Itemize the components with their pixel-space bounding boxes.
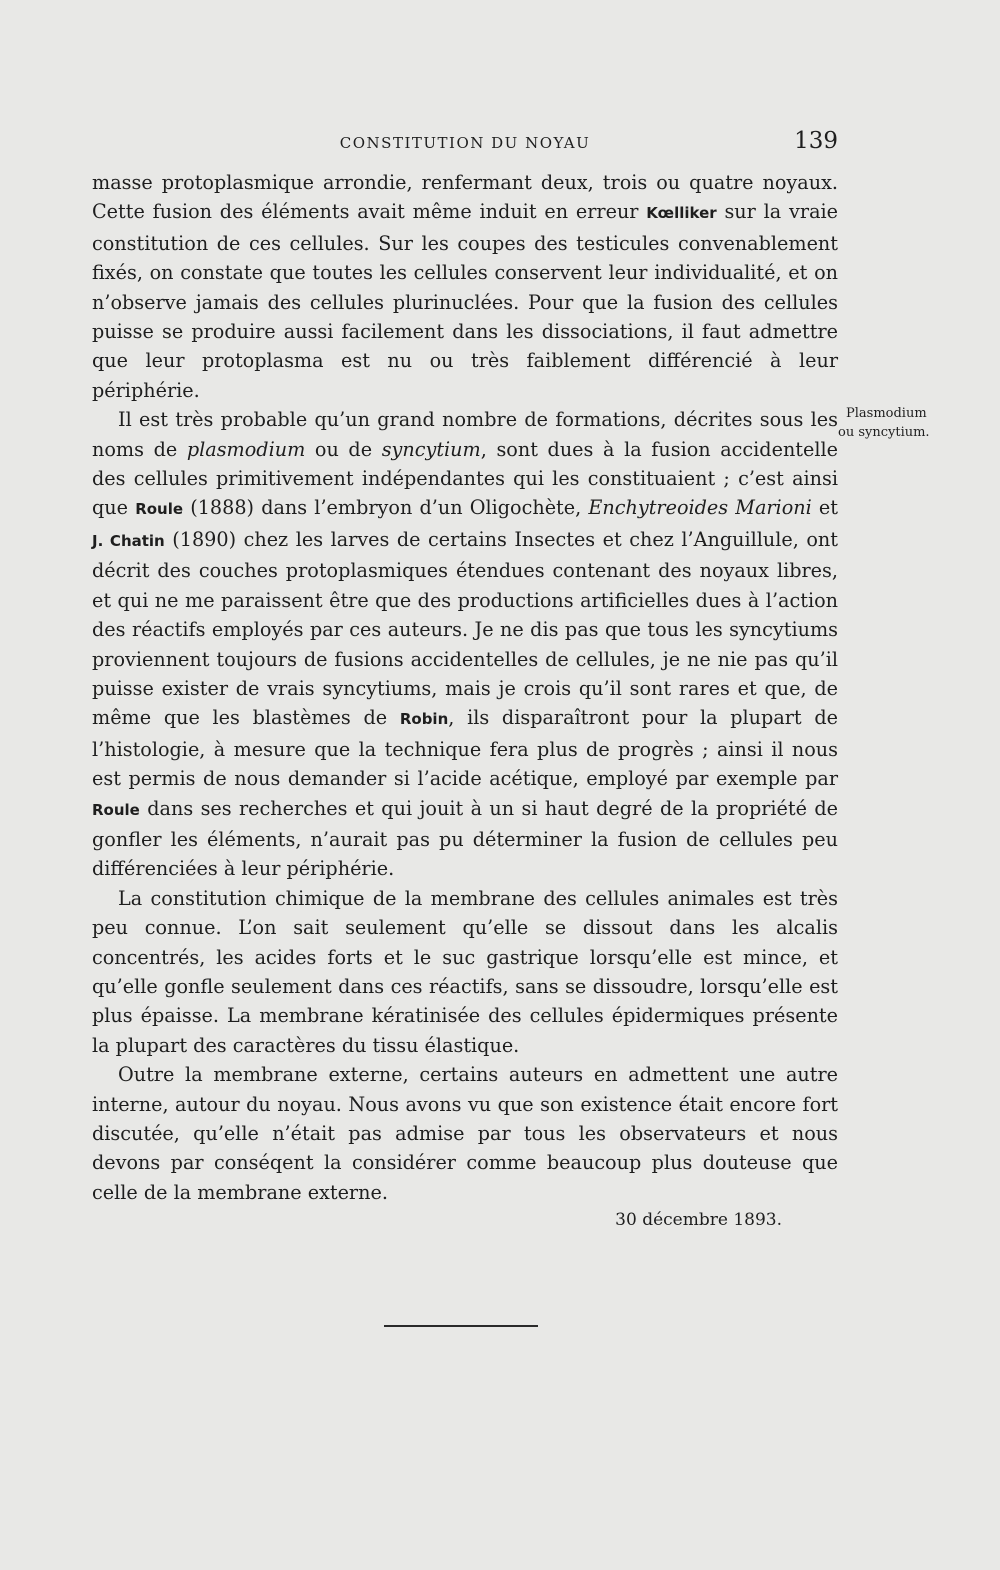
paragraph-1 [92, 168, 838, 405]
dateline: 30 décembre 1893. [615, 1210, 782, 1230]
margin-note-line: ou syncytium. [838, 425, 930, 440]
author-name: Robin [399, 710, 449, 729]
text-run: (1890) chez les larves de certains Insectes et chez l’Anguillule, ont décrit des couches protoplasmiques étendues contenant des noyaux libres, et qui ne me paraissent être que des productions artificielles dues à l’action des réactifs employés par ces auteurs. Je ne dis pas que tous les syncytiums proviennent toujours de fusions accidentelles de cellules, je ne nie pas qu’il puisse exister de vrais syncytiums, mais je crois qu’il sont rares et que, de même que les blastèmes de [92, 527, 838, 730]
author-name: Roule [135, 500, 184, 519]
text-run: ou de [305, 437, 382, 461]
text-run: et [811, 496, 838, 520]
text-run: , sont dues à la fusion accidentelle des cellules primitivement indépendantes qui les constituaient ; c’est ainsi que [92, 437, 838, 520]
running-head [92, 128, 838, 164]
paragraph-2 [92, 405, 838, 884]
text-run: masse protoplasmique arrondie, renfermant deux, trois ou quatre noyaux. Cette fusion des éléments avait même induit en erreur [92, 171, 838, 224]
text-run: Il est très probable qu’un grand nombre de formations, décrites sous les noms de [92, 408, 838, 461]
author-name: J. Chatin [92, 531, 165, 550]
margin-note [838, 404, 956, 442]
author-name: Roule [92, 800, 140, 819]
author-name: Kœlliker [646, 204, 717, 223]
margin-note-line: Plasmodium [846, 406, 927, 421]
paragraph-3: La constitution chimique de la membrane des cellules animales est très peu connue. L’on sait seulement qu’elle se dissout dans les alcalis concentrés, les acides forts et le suc gastrique lorsqu’elle est mince, et qu’elle gonfle seulement dans ces réactifs, sans se dissoudre, lorsqu’elle est plus épaisse. La membrane kératinisée des cellules épidermiques présente la plupart des caractères du tissu élastique. [92, 886, 838, 1057]
end-rule [384, 1325, 538, 1327]
text-run: , ils disparaîtront pour la plupart de l’histologie, à mesure que la technique fera plus de progrès ; ainsi il nous est permis de nous demander si l’acide acétique, employé par exemple par [92, 706, 839, 791]
body-text [92, 168, 838, 1207]
running-title: CONSTITUTION DU NOYAU [339, 134, 591, 152]
page-number: 139 [794, 128, 838, 154]
species-name: Enchytreoides Marioni [588, 496, 812, 520]
text-run: dans ses recherches et qui jouit à un si haut degré de la propriété de gonfler les éléments, n’aurait pas pu déterminer la fusion de cellules peu différenciées à leur périphérie. [92, 796, 838, 881]
term-plasmodium: plasmodium [186, 437, 306, 461]
paragraph-4: Outre la membrane externe, certains auteurs en admettent une autre interne, autour du noyau. Nous avons vu que son existence était encore fort discutée, qu’elle n’était pas admise par tous les observateurs et nous devons par conséqent la considérer comme beaucoup plus douteuse que celle de la membrane externe. [92, 1063, 838, 1204]
text-run: sur la vraie constitution de ces cellules. Sur les coupes des testicules convenablement fixés, on constate que toutes les cellules conservent leur individualité, et on n’observe jamais des cellules plurinuclées. Pour que la fusion des cellules puisse se produire aussi facilement dans les dissociations, il faut admettre que leur protoplasma est nu ou très faiblement différencié à leur périphérie. [92, 200, 838, 402]
term-syncytium: syncytium [381, 437, 481, 461]
text-run: (1888) dans l’embryon d’un Oligochète, [183, 496, 589, 520]
